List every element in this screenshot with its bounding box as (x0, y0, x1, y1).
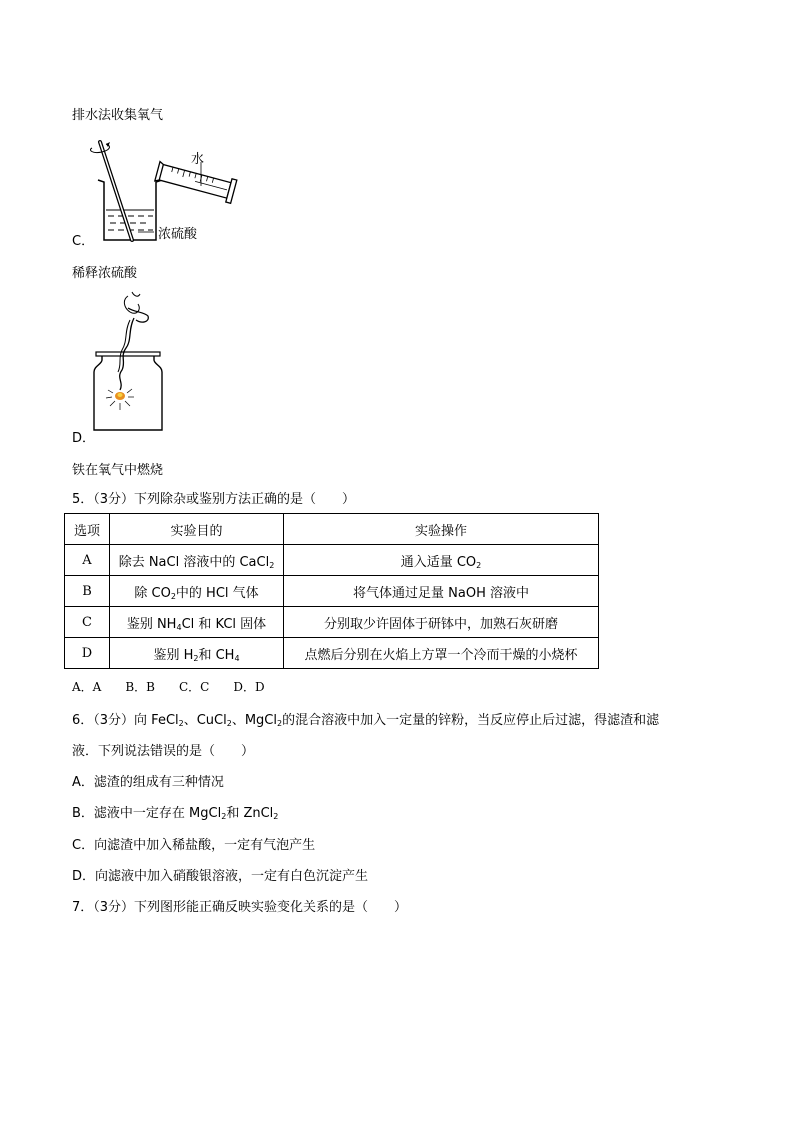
row-purpose: 鉴别 $NH_4Cl$ 和 KCl 固体 (110, 607, 284, 638)
q6-stem-line1: 6．（3分）向 FeCl$_2$、CuCl$_2$、MgCl$_2$的混合溶液中加入一定量的锌粉，当反应停止后过滤，得滤渣和滤 (72, 713, 660, 728)
row-operation: 分别取少许固体于研钵中，加熟石灰研磨 (284, 607, 599, 638)
table-row (65, 545, 599, 576)
row-purpose: 除 $CO_2$中的 HCl 气体 (110, 576, 284, 607)
q7-stem: 7．（3分）下列图形能正确反映实验变化关系的是（ ） (72, 900, 408, 915)
option-d-caption: 铁在氧气中燃烧 (72, 463, 164, 478)
figure-d-label: D． (72, 431, 96, 446)
acid-label: 浓硫酸 (158, 227, 198, 242)
option-c-caption: 稀释浓硫酸 (72, 266, 138, 281)
row-operation: 通入适量 $CO_2$ (284, 545, 599, 576)
figure-c-label: C． (72, 234, 95, 249)
header-purpose: 实验目的 (110, 514, 284, 545)
row-purpose: 除去 NaCl 溶液中的 CaCl$_2$ (110, 545, 284, 576)
q6-option-d: D．向滤液中加入硝酸银溶液，一定有白色沉淀产生 (72, 869, 369, 884)
row-option: B (65, 576, 110, 607)
water-label: 水 (191, 152, 205, 167)
row-operation: 点燃后分别在火焰上方罩一个冷而干燥的小烧杯 (284, 638, 599, 669)
q6-option-b: B．滤液中一定存在 MgCl$_2$和 ZnCl$_2$ (72, 806, 279, 821)
q5-choices: A．A B．B C．C D．D (72, 680, 265, 694)
table-row (65, 576, 599, 607)
q5-table (64, 513, 599, 669)
q6-option-a: A．滤渣的组成有三种情况 (72, 775, 224, 790)
table-row (65, 638, 599, 669)
row-option: D (65, 638, 110, 669)
row-operation: 将气体通过足量 NaOH 溶液中 (284, 576, 599, 607)
row-option: C (65, 607, 110, 638)
q6-stem-line2: 液．下列说法错误的是（ ） (72, 744, 255, 759)
option-b-caption: 排水法收集氧气 (72, 108, 164, 123)
row-purpose: 鉴别 $H_2$和 $CH_4$ (110, 638, 284, 669)
header-operation: 实验操作 (284, 514, 599, 545)
table-row (65, 607, 599, 638)
header-option: 选项 (65, 514, 110, 545)
row-option: A (65, 545, 110, 576)
figure-iron-burning (88, 290, 168, 435)
q5-stem: 5．（3分）下列除杂或鉴别方法正确的是（ ） (72, 492, 356, 507)
q6-option-c: C．向滤渣中加入稀盐酸，一定有气泡产生 (72, 838, 316, 853)
table-header-row (65, 514, 599, 545)
